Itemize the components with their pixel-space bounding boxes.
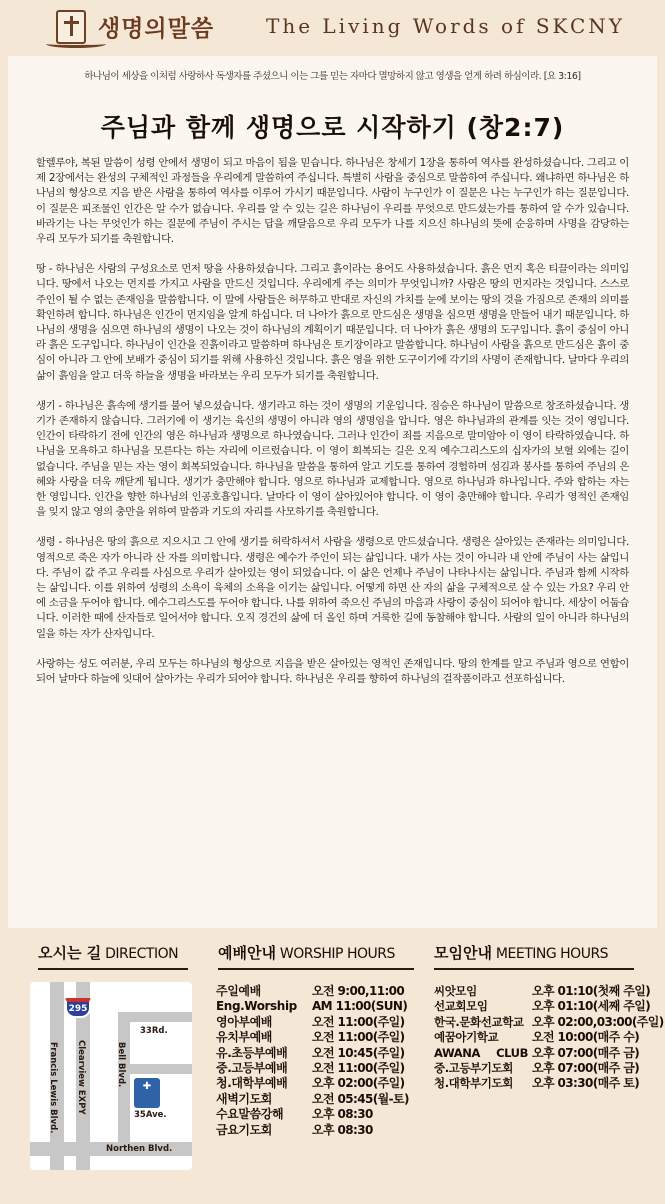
schedule-time: 오후 07:00(매주 금): [532, 1045, 640, 1060]
schedule-row: [434, 1030, 664, 1045]
schedule-name: 유치부예배: [216, 1030, 272, 1045]
schedule-name: 금요기도회: [216, 1122, 272, 1137]
brand-english: The Living Words of SKCNY: [266, 14, 625, 38]
schedule-row: [434, 984, 664, 999]
schedule-time: 오후 08:30: [312, 1107, 373, 1122]
worship-heading: [218, 942, 395, 963]
schedule-row: [434, 1061, 664, 1076]
page-header: [0, 0, 665, 56]
location-map: [30, 982, 192, 1170]
schedule-name: 한국.문화선교학교: [434, 1014, 524, 1029]
info-footer: [0, 928, 665, 1204]
sermon-title: 주님과 함께 생명으로 시작하기 (창2:7): [100, 113, 565, 142]
schedule-name: 청.대학부기도회: [434, 1076, 513, 1091]
schedule-row: [216, 1061, 409, 1076]
map-road-label: Bell Blvd.: [116, 1042, 126, 1088]
schedule-row: [216, 1046, 409, 1061]
schedule-row: [216, 984, 409, 999]
meeting-schedule: [434, 984, 664, 1092]
schedule-name: 영아부예배: [216, 1014, 272, 1029]
schedule-row: [216, 1076, 409, 1091]
worship-title-ko: 예배안내: [218, 944, 276, 962]
paragraph: 사랑하는 성도 여러분, 우리 모두는 하나님의 형상으로 지음을 받은 살아있는 영적인 존재입니다. 땅의 한계를 알고 주님과 영으로 연합이 되어 날마다 하늘에 잇대어 살아가는 우리가 되어야 합니다. 하나님은 우리를 향하여 하나님의 걸작품이라고 선포하십니다.: [36, 657, 629, 686]
direction-title-en: DIRECTION: [105, 946, 179, 962]
schedule-row: [216, 1015, 409, 1030]
paragraph: 생기 - 하나님은 흙속에 생기를 불어 넣으셨습니다. 생기라고 하는 것이 생명의 기운입니다. 짐승은 하나님이 말씀으로 창조하셨습니다. 생기가 존재하지 않습니다. 그러기에 이 생기는 육신의 생명이 아니라 영의 생명임을 압니다. 영은 하나님과의 관계를 잇는 것이 영입니다. 인간이 타락하기 전에 인간의 영은 하나님과 생명으로 하나였습니다. 그러나 인간이 죄를 지음으로 말미암아 이 영이 타락하였습니다. 하나님을 모욕하고 하나님을 모른다는 하는 자리에 이르렀습니다. 이 영이 회복되는 길은 오직 예수그리스도의 십자가의 보혈 외에는 길이 없습니다. 주님을 믿는 자는 영이 회복되었습니다. 하나님을 말씀을 통하여 알고 기도를 통하여 경험하며 섬김과 봉사를 통하여 주님의 은혜와 사랑을 더욱 깨닫게 됩니다. 생기가 충만해야 합니다. 영으로 하나님과 교제합니다. 영으로 하나님과 하나입니다. 주와 합하는 자는 한 영입니다. 인간을 향한 하나님의 인공호흡입니다. 날마다 이 영이 살아있어야 합니다. 이 영이 충만해야 합니다. 우리가 영적인 존재임을 잊지 않고 영의 충만을 위하여 말씀과 기도의 자리를 사모하기를 축원합니다.: [36, 399, 629, 519]
schedule-row: [216, 1107, 409, 1122]
direction-heading: [38, 942, 178, 963]
schedule-row: [434, 999, 664, 1014]
map-road-label: Northen Blvd.: [106, 1144, 173, 1154]
church-marker-icon: [134, 1078, 160, 1108]
schedule-name: 수요말씀강해: [216, 1107, 284, 1122]
map-road-label: 33Rd.: [140, 1026, 168, 1036]
schedule-time: 오후 07:00(매주 금): [532, 1061, 640, 1076]
sermon-sheet: [8, 56, 657, 928]
schedule-time: 오후 03:30(매주 토): [532, 1076, 640, 1091]
schedule-name: 유.초등부예배: [216, 1045, 288, 1060]
meeting-title-ko: 모임안내: [434, 944, 492, 962]
map-road-label: Clearview EXPY: [76, 1040, 86, 1115]
heading-underline: [38, 968, 188, 970]
worship-title-en: WORSHIP HOURS: [279, 946, 395, 962]
schedule-row: [216, 1030, 409, 1045]
bible-cross-icon: [56, 10, 86, 44]
schedule-time: AM 11:00(SUN): [312, 999, 408, 1014]
schedule-name: 중.고등부기도회: [434, 1061, 513, 1076]
schedule-time: 오전 10:00(매주 수): [532, 1030, 640, 1045]
schedule-name: 예꿈아기학교: [434, 1030, 499, 1045]
sermon-body: [36, 156, 629, 702]
map-road: [118, 1012, 192, 1022]
schedule-time: 오후 01:10(첫째 주일): [532, 984, 651, 998]
schedule-row: [216, 1092, 409, 1107]
schedule-row: [434, 1046, 664, 1061]
meeting-heading: [434, 942, 608, 963]
direction-title-ko: 오시는 길: [38, 944, 102, 962]
schedule-name: 주일예배: [216, 984, 261, 998]
schedule-name: AWANA CLUB: [434, 1045, 528, 1060]
map-road-label: 35Ave.: [134, 1110, 167, 1120]
map-road: [130, 1064, 192, 1074]
schedule-time: 오전 9:00,11:00: [312, 984, 405, 998]
interstate-shield-icon: 295: [65, 998, 91, 1018]
schedule-name: 씨앗모임: [434, 984, 477, 998]
schedule-time: 오후 02:00,03:00(주일): [532, 1014, 664, 1029]
schedule-time: 오전 11:00(주일): [312, 1030, 405, 1045]
scripture-verse: 하나님이 세상을 이처럼 사랑하사 독생자를 주셨으니 이는 그를 믿는 자마다 멸망하지 않고 영생을 얻게 하려 하심이라. [요 3:16]: [84, 71, 581, 82]
schedule-row: [434, 1076, 664, 1091]
schedule-name: Eng.Worship: [216, 999, 297, 1014]
schedule-time: 오전 11:00(주일): [312, 1061, 405, 1076]
schedule-time: 오후 01:10(세째 주일): [532, 999, 651, 1014]
schedule-row: [216, 1123, 409, 1138]
brand-korean: 생명의말씀: [98, 16, 215, 42]
schedule-name: 선교회모임: [434, 999, 488, 1014]
schedule-time: 오전 11:00(주일): [312, 1014, 405, 1029]
meeting-title-en: MEETING HOURS: [495, 946, 609, 962]
worship-schedule: [216, 984, 409, 1138]
paragraph: 생령 - 하나님은 땅의 흙으로 지으시고 그 안에 생기를 허락하셔서 사람을 생령으로 만드셨습니다. 생령은 살아있는 존재라는 의미입니다. 영적으로 죽은 자가 아니라 산 자를 의미합니다. 생령은 예수가 주인이 되는 삶입니다. 내가 사는 것이 아니라 내 안에 주님이 사는 삶입니다. 주님이 값 주고 우리를 사심으로 우리가 살아있는 영이 되었습니다. 이 삶은 언제나 주님이 나타나시는 삶입니다. 주님과 함께 시작하는 삶입니다. 이를 위하여 성령의 소욕이 육체의 소욕을 이기는 삶입니다. 어떻게 하면 산 자의 삶을 구체적으로 살 수 있는 가요? 우리 안에 소금을 두어야 합니다. 예수그리스도를 두어야 합니다. 나를 위하여 죽으신 주님의 마음과 사랑이 중심이 되어야 합니다. 세상이 어둡습니다. 이러한 때에 산자들로 일어서야 합니다. 오직 경건의 삶에 더 올인 하며 거룩한 길에 동참해야 합니다. 사람의 일이 아니라 하나님의 일을 하는 자가 산자입니다.: [36, 536, 629, 640]
logo-swoosh: [46, 40, 106, 48]
schedule-name: 청.대학부예배: [216, 1076, 288, 1091]
schedule-name: 중.고등부예배: [216, 1061, 288, 1076]
heading-underline: [218, 968, 414, 970]
schedule-time: 오전 10:45(주일): [312, 1045, 405, 1060]
schedule-row: [216, 999, 409, 1014]
schedule-name: 새벽기도회: [216, 1091, 272, 1106]
heading-underline: [434, 968, 634, 970]
paragraph: 땅 - 하나님은 사람의 구성요소로 먼저 땅을 사용하셨습니다. 그리고 흙이라는 용어도 사용하셨습니다. 흙은 먼지 혹은 티끌이라는 의미입니다. 땅에서 나오는 먼지를 가지고 사람을 만드신 것입니다. 우리에게 주는 의미가 무엇입니까? 사람은 땅의 먼지라는 것입니다. 스스로 주인이 될 수 없는 존재임을 말씀합니다. 이 말에 사람들은 허무하고 반대로 자신의 가치를 눈에 보이는 땅의 것을 가짐으로 존재의 의미를 확인하려 합니다. 하나님은 인간이 먼지임을 알게 하십니다. 더 나아가 흙으로 만드심은 생명을 심으면 생명을 만들어 내기 때문입니다. 하나님의 생명을 심으면 하나님의 생명이 나오는 것이 하나님의 계획이기 때문입니다. 더 나아가 흙은 생명의 도구입니다. 흙이 중심이 아니라 흙은 도구입니다. 하나님이 인간을 진흙이라고 말씀하며 하나님은 토기장이라고 말씀합니다. 하나님이 사람을 흙으로 만드심은 흙이 중심이 아니라 그 안에 보배가 중심이 되기를 위해 사용하신 것입니다. 흙은 영을 위한 도구이기에 각기의 사명이 존재합니다. 날마다 우리의 삶이 흙임을 알고 더욱 하늘을 생명을 바라보는 우리 모두가 되기를 축원합니다.: [36, 263, 629, 382]
schedule-time: 오후 08:30: [312, 1122, 373, 1137]
paragraph: 할렐루야, 복된 말씀이 성령 안에서 생명이 되고 마음이 됨을 믿습니다. 하나님은 창세기 1장을 통하여 역사를 완성하셨습니다. 그리고 이제 2장에서는 완성의 구체적인 과정들을 우리에게 말씀하여 주십니다. 특별히 사람을 중심으로 말씀하여 주십니다. 왜냐하면 하나님은 하나님의 형상으로 지음 받은 사람을 통하여 역사를 이루어 가시기 때문입니다. 사람이 누구인가 이 질문은 나는 누구인가 하는 질문입니다. 이 질문은 피조물인 인간은 알 수가 없습니다. 우리를 알 수 있는 길은 하나님이 우리를 무엇으로 만드셨는가를 통하여 알 수가 있습니다. 바라기는 나는 무엇인가 하는 질문에 주님이 주시는 답을 깨달음으로 우리 모두가 나를 지으신 하나님의 뜻에 순응하며 사명을 감당하는 우리 모두가 되기를 축원합니다.: [36, 157, 629, 246]
schedule-time: 오후 02:00(주일): [312, 1076, 405, 1091]
map-road-label: Francis Lewis Blvd.: [48, 1042, 58, 1134]
schedule-row: [434, 1015, 664, 1030]
schedule-time: 오전 05:45(월-토): [312, 1091, 409, 1106]
